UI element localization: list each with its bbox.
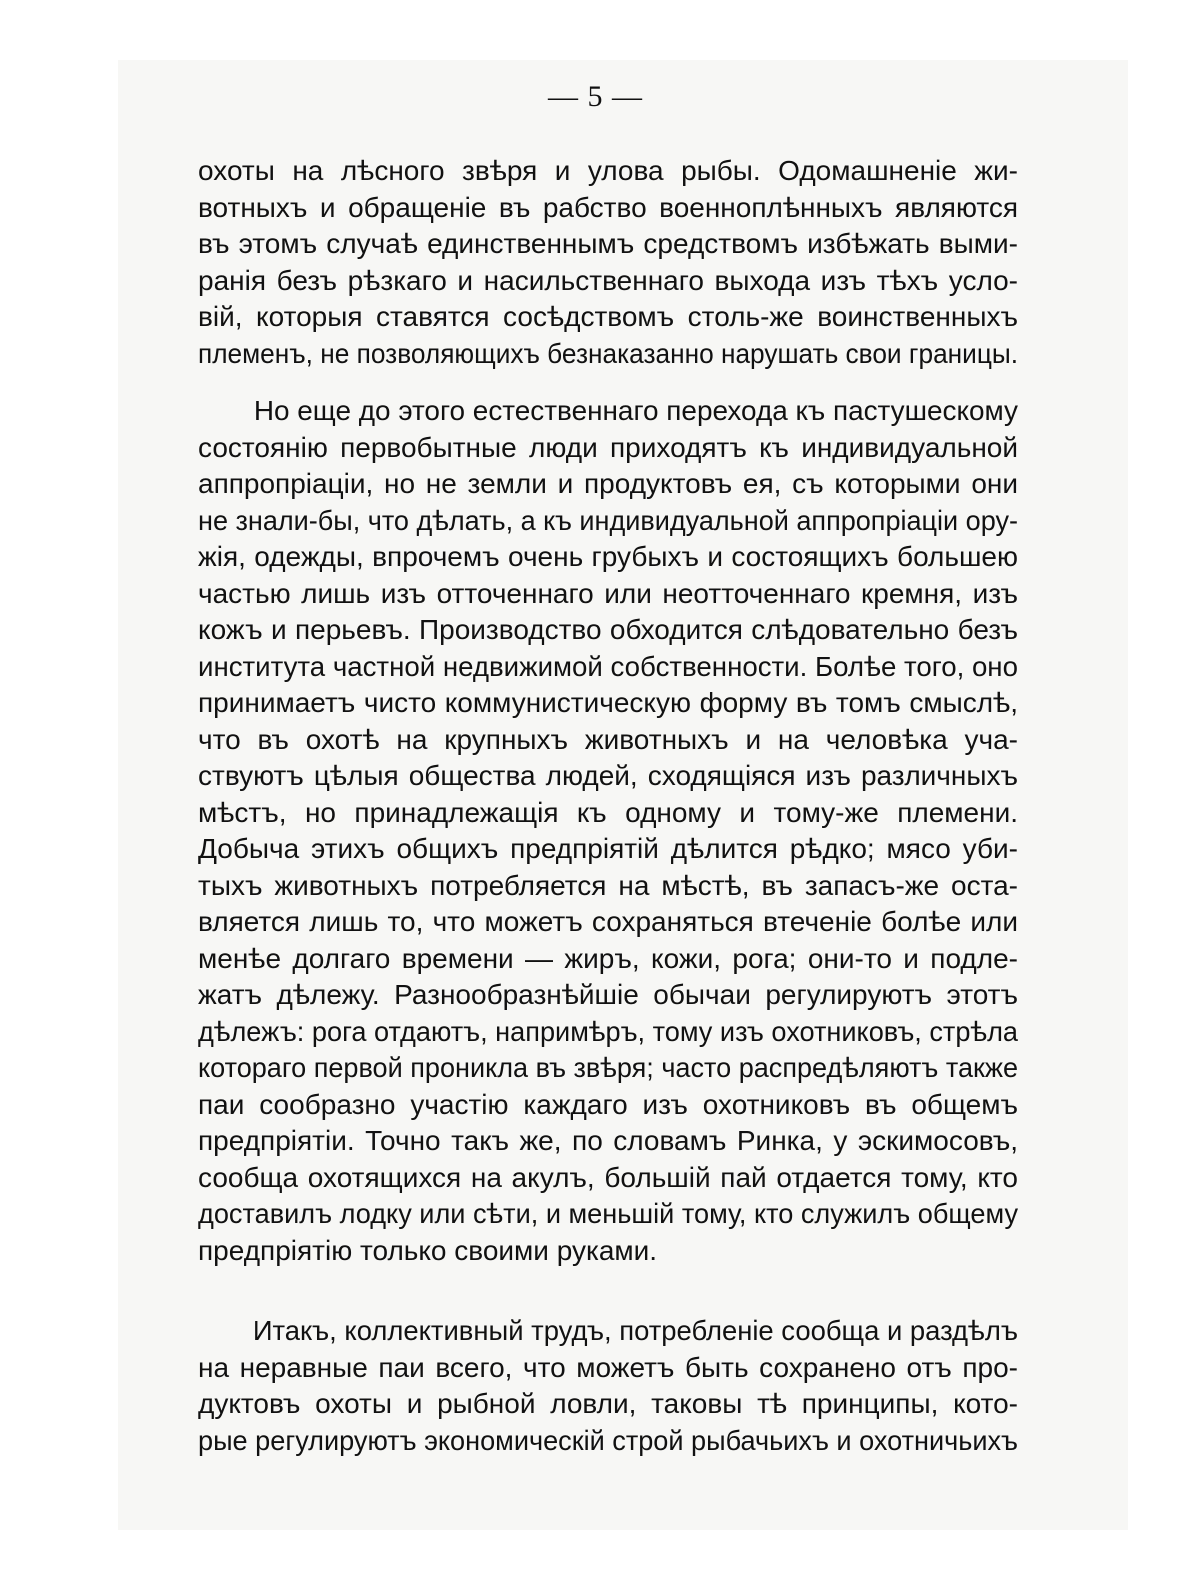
text-line: Итакъ, коллективный трудъ, потребленіе сообща и раздѣлъ xyxy=(252,1315,1018,1346)
text-line: охоты на лѣсного звѣря и улова рыбы. Одомашненіе жи- xyxy=(198,155,1018,186)
text-line: вій, которыя ставятся сосѣдствомъ столь-же воинственныхъ xyxy=(198,301,1018,332)
text-line: рые регулируютъ экономическій строй рыбачьихъ и охотничьихъ xyxy=(198,1424,1018,1456)
text-line: въ этомъ случаѣ единственнымъ средствомъ избѣжать выми- xyxy=(198,228,1018,259)
text-line: что въ охотѣ на крупныхъ животныхъ и на человѣка уча- xyxy=(198,723,1018,755)
text-line: ствуютъ цѣлыя общества людей, сходящіяся изъ различныхъ xyxy=(198,760,1018,791)
text-line: частью лишь изъ отточеннаго или неотточеннаго кремня, изъ xyxy=(198,577,1018,609)
paragraph-2 xyxy=(198,393,1018,1269)
text-line: сообща охотящихся на акулъ, большій пай отдается тому, кто xyxy=(198,1161,1018,1193)
text-line: вляется лишь то, что можетъ сохраняться втеченіе болѣе или xyxy=(198,906,1018,937)
text-line: жатъ дѣлежу. Разнообразнѣйшіе обычаи регулируютъ этотъ xyxy=(198,979,1018,1010)
text-line: мѣстъ, но принадлежащія къ одному и тому-же племени. xyxy=(198,796,1018,828)
text-line: принимаетъ чисто коммунистическую форму въ томъ смыслѣ, xyxy=(198,687,1018,718)
text-line: жія, одежды, впрочемъ очень грубыхъ и состоящихъ большею xyxy=(198,541,1018,572)
paragraph-1 xyxy=(198,153,1018,372)
text-line: племенъ, не позволяющихъ безнаказанно нарушать свои границы. xyxy=(198,337,1019,369)
text-line: Добыча этихъ общихъ предпріятій дѣлится рѣдко; мясо уби- xyxy=(198,833,1018,864)
text-line: доставилъ лодку или сѣти, и меньшій тому, кто служилъ общему xyxy=(198,1198,1019,1229)
text-line: аппропріаціи, но не земли и продуктовъ ея, съ которыми они xyxy=(198,468,1018,499)
text-line: Но еще до этого естественнаго перехода къ пастушескому xyxy=(253,395,1019,426)
text-line: предпріятію только своими руками. xyxy=(198,1234,658,1266)
paragraph-3 xyxy=(198,1313,1018,1459)
text-line: на неравные паи всего, что можетъ быть сохранено отъ про- xyxy=(198,1351,1018,1383)
text-line: котораго первой проникла въ звѣря; часто распредѣляютъ также xyxy=(198,1052,1019,1083)
text-line: не знали-бы, что дѣлать, а къ индивидуальной аппропріаціи ору- xyxy=(198,504,1019,536)
text-line: менѣе долгаго времени — жиръ, кожи, рога; они-то и подле- xyxy=(198,942,1018,974)
text-line: дуктовъ охоты и рыбной ловли, таковы тѣ принципы, кото- xyxy=(198,1388,1018,1419)
text-line: состоянію первобытные люди приходятъ къ индивидуальной xyxy=(198,431,1018,463)
text-line: дѣлежъ: рога отдаютъ, напримѣръ, тому изъ охотниковъ, стрѣла xyxy=(198,1015,1019,1047)
text-line: ранія безъ рѣзкаго и насильственнаго выхода изъ тѣхъ усло- xyxy=(198,264,1018,296)
text-line: предпріятіи. Точно такъ же, по словамъ Ринка, у эскимосовъ, xyxy=(198,1125,1018,1156)
text-line: вотныхъ и обращеніе въ рабство военноплѣнныхъ являются xyxy=(198,191,1018,223)
text-line: кожъ и перьевъ. Производство обходится слѣдовательно безъ xyxy=(198,614,1018,645)
page-number: — 5 — xyxy=(548,80,643,113)
text-line: тыхъ животныхъ потребляется на мѣстѣ, въ запасъ-же оста- xyxy=(198,869,1018,901)
text-line: института частной недвижимой собственности. Болѣе того, оно xyxy=(198,650,1018,682)
text-line: паи сообразно участію каждаго изъ охотниковъ въ общемъ xyxy=(198,1088,1018,1120)
